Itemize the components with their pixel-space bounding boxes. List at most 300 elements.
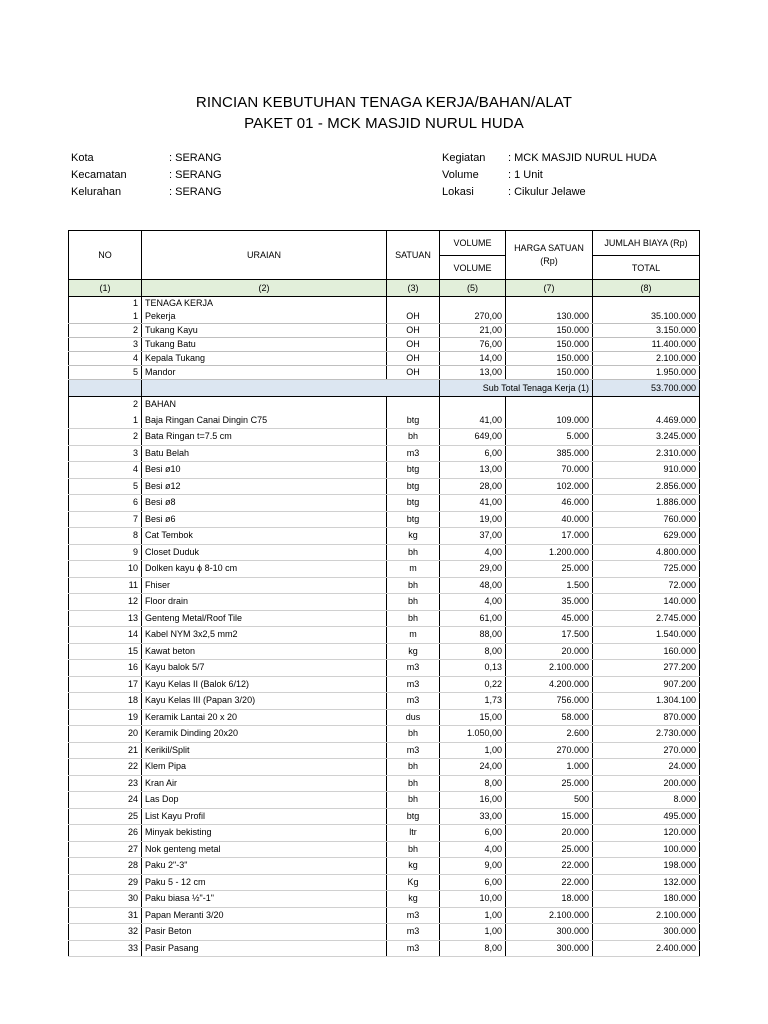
info-row-kecamatan [71,167,222,184]
item-number: 1 [69,310,142,324]
column-number: (8) [593,280,700,297]
item-total: 300.000 [593,924,700,941]
item-description: Floor drain [142,594,387,611]
item-unit: bh [387,429,440,446]
item-volume: 14,00 [440,352,506,366]
item-number: 14 [69,627,142,644]
item-total: 100.000 [593,841,700,858]
item-volume: 649,00 [440,429,506,446]
table-row [69,478,700,495]
item-unit: m3 [387,924,440,941]
item-description: Bata Ringan t=7.5 cm [142,429,387,446]
item-unit-price: 17.500 [506,627,593,644]
item-volume: 1,00 [440,924,506,941]
item-description: Keramik Dinding 20x20 [142,726,387,743]
item-number: 4 [69,462,142,479]
item-description: Kawat beton [142,643,387,660]
item-number: 7 [69,511,142,528]
empty-cell [440,297,506,311]
item-unit: bh [387,726,440,743]
item-volume: 13,00 [440,462,506,479]
item-volume: 48,00 [440,577,506,594]
item-number: 32 [69,924,142,941]
item-total: 2.310.000 [593,445,700,462]
item-description: Papan Meranti 3/20 [142,907,387,924]
item-number: 26 [69,825,142,842]
table-row [69,924,700,941]
project-info [442,150,657,201]
item-volume: 29,00 [440,561,506,578]
item-number: 22 [69,759,142,776]
item-total: 4.469.000 [593,413,700,429]
item-volume: 16,00 [440,792,506,809]
item-description: Paku biasa ½"-1" [142,891,387,908]
table-row [69,676,700,693]
item-unit: btg [387,478,440,495]
item-unit: btg [387,511,440,528]
item-unit: m3 [387,907,440,924]
header-volume-sub: VOLUME [440,256,506,280]
section-number: 1 [69,297,142,311]
item-unit: btg [387,462,440,479]
item-unit-price: 102.000 [506,478,593,495]
item-total: 1.304.100 [593,693,700,710]
item-unit-price: 18.000 [506,891,593,908]
empty-cell [506,297,593,311]
table-row [69,324,700,338]
info-label: Lokasi [442,186,474,198]
item-unit-price: 5.000 [506,429,593,446]
item-unit-price: 385.000 [506,445,593,462]
item-unit: kg [387,858,440,875]
item-number: 3 [69,338,142,352]
item-volume: 13,00 [440,366,506,380]
item-unit-price: 2.600 [506,726,593,743]
item-description: Genteng Metal/Roof Tile [142,610,387,627]
header-no: NO [69,231,142,280]
table-row [69,495,700,512]
item-volume: 19,00 [440,511,506,528]
item-total: 132.000 [593,874,700,891]
item-unit-price: 25.000 [506,561,593,578]
item-description: Pasir Beton [142,924,387,941]
item-number: 13 [69,610,142,627]
item-number: 25 [69,808,142,825]
item-unit: m3 [387,445,440,462]
item-volume: 88,00 [440,627,506,644]
item-total: 725.000 [593,561,700,578]
item-number: 11 [69,577,142,594]
item-volume: 1,00 [440,907,506,924]
empty-cell [69,380,142,397]
table-header-row [69,231,700,256]
header-total: TOTAL [593,256,700,280]
empty-cell [440,397,506,413]
item-number: 17 [69,676,142,693]
table-row [69,544,700,561]
item-unit-price: 35.000 [506,594,593,611]
item-unit-price: 22.000 [506,858,593,875]
item-number: 2 [69,429,142,446]
item-total: 2.400.000 [593,940,700,957]
empty-cell [593,297,700,311]
section-number: 2 [69,397,142,413]
item-number: 18 [69,693,142,710]
item-unit: bh [387,577,440,594]
item-volume: 4,00 [440,544,506,561]
item-volume: 8,00 [440,775,506,792]
column-number: (2) [142,280,387,297]
table-row [69,528,700,545]
item-volume: 33,00 [440,808,506,825]
item-unit-price: 17.000 [506,528,593,545]
table-row [69,808,700,825]
document-title: RINCIAN KEBUTUHAN TENAGA KERJA/BAHAN/ALAT [195,94,573,111]
item-number: 1 [69,413,142,429]
item-unit-price: 45.000 [506,610,593,627]
item-number: 20 [69,726,142,743]
item-number: 6 [69,495,142,512]
item-number: 33 [69,940,142,957]
item-volume: 41,00 [440,413,506,429]
item-unit-price: 4.200.000 [506,676,593,693]
item-number: 8 [69,528,142,545]
info-row-kota [71,150,222,167]
item-unit: bh [387,759,440,776]
item-unit-price: 15.000 [506,808,593,825]
table-row [69,352,700,366]
item-unit-price: 1.000 [506,759,593,776]
item-volume: 6,00 [440,445,506,462]
table-row [69,660,700,677]
item-unit: kg [387,643,440,660]
item-unit: m3 [387,742,440,759]
item-total: 1.540.000 [593,627,700,644]
item-volume: 6,00 [440,825,506,842]
item-unit-price: 1.500 [506,577,593,594]
item-unit-price: 58.000 [506,709,593,726]
item-volume: 1.050,00 [440,726,506,743]
item-number: 23 [69,775,142,792]
item-number: 16 [69,660,142,677]
item-number: 28 [69,858,142,875]
item-volume: 10,00 [440,891,506,908]
item-number: 27 [69,841,142,858]
item-total: 24.000 [593,759,700,776]
item-total: 2.745.000 [593,610,700,627]
item-unit-price: 70.000 [506,462,593,479]
info-value: : 1 Unit [508,169,543,181]
header-harga-satuan: HARGA SATUAN (Rp) [506,231,593,280]
item-volume: 4,00 [440,841,506,858]
item-total: 160.000 [593,643,700,660]
table-row [69,366,700,380]
table-row [69,462,700,479]
item-total: 760.000 [593,511,700,528]
item-unit: btg [387,495,440,512]
item-description: Tukang Kayu [142,324,387,338]
table-row [69,825,700,842]
item-unit: m [387,627,440,644]
item-total: 910.000 [593,462,700,479]
item-total: 277.200 [593,660,700,677]
table-row [69,693,700,710]
header-volume: VOLUME [440,231,506,256]
table-row [69,759,700,776]
item-unit: OH [387,352,440,366]
empty-cell [387,297,440,311]
item-unit: kg [387,528,440,545]
item-volume: 76,00 [440,338,506,352]
info-row-kegiatan [442,150,657,167]
item-description: List Kayu Profil [142,808,387,825]
item-volume: 8,00 [440,940,506,957]
item-unit-price: 2.100.000 [506,660,593,677]
item-number: 5 [69,366,142,380]
item-description: Pekerja [142,310,387,324]
item-description: Kayu balok 5/7 [142,660,387,677]
column-number: (3) [387,280,440,297]
item-number: 19 [69,709,142,726]
item-description: Kerikil/Split [142,742,387,759]
item-total: 870.000 [593,709,700,726]
table-row [69,643,700,660]
item-description: Besi ø6 [142,511,387,528]
item-volume: 21,00 [440,324,506,338]
item-description: Besi ø12 [142,478,387,495]
item-unit: m3 [387,660,440,677]
table-row [69,445,700,462]
item-unit: bh [387,544,440,561]
table-row [69,594,700,611]
info-label: Kelurahan [71,186,122,198]
item-total: 180.000 [593,891,700,908]
item-description: Klem Pipa [142,759,387,776]
item-total: 8.000 [593,792,700,809]
item-description: Besi ø10 [142,462,387,479]
item-number: 3 [69,445,142,462]
item-unit-price: 40.000 [506,511,593,528]
empty-cell [506,397,593,413]
header-satuan: SATUAN [387,231,440,280]
table-row [69,610,700,627]
table-row [69,413,700,429]
item-total: 270.000 [593,742,700,759]
section-name: BAHAN [142,397,387,413]
table-row [69,841,700,858]
item-unit-price: 25.000 [506,841,593,858]
item-unit-price: 20.000 [506,825,593,842]
item-description: Cat Tembok [142,528,387,545]
table-row [69,775,700,792]
item-description: Closet Duduk [142,544,387,561]
item-description: Nok genteng metal [142,841,387,858]
item-volume: 270,00 [440,310,506,324]
item-total: 629.000 [593,528,700,545]
item-description: Fhiser [142,577,387,594]
item-volume: 8,00 [440,643,506,660]
table-row [69,891,700,908]
item-number: 30 [69,891,142,908]
item-unit-price: 130.000 [506,310,593,324]
subtotal-row [69,380,700,397]
item-number: 29 [69,874,142,891]
info-row-volume [442,167,657,184]
item-total: 495.000 [593,808,700,825]
item-total: 1.950.000 [593,366,700,380]
item-volume: 41,00 [440,495,506,512]
item-unit-price: 150.000 [506,352,593,366]
table-row [69,561,700,578]
empty-cell [387,380,440,397]
section-row [69,297,700,311]
item-description: Kran Air [142,775,387,792]
item-description: Kepala Tukang [142,352,387,366]
table-row [69,709,700,726]
table-row [69,627,700,644]
section-row [69,397,700,413]
item-total: 2.100.000 [593,352,700,366]
item-total: 200.000 [593,775,700,792]
table-row [69,874,700,891]
table-body [69,297,700,957]
column-number: (5) [440,280,506,297]
item-unit: m3 [387,693,440,710]
info-row-lokasi [442,184,657,201]
empty-cell [142,380,387,397]
info-row-kelurahan [71,184,222,201]
item-unit-price: 756.000 [506,693,593,710]
item-total: 1.886.000 [593,495,700,512]
item-description: Dolken kayu ϕ 8-10 cm [142,561,387,578]
item-total: 4.800.000 [593,544,700,561]
info-value: : SERANG [169,152,222,164]
table-row [69,940,700,957]
item-unit: dus [387,709,440,726]
item-volume: 6,00 [440,874,506,891]
item-unit-price: 150.000 [506,324,593,338]
item-volume: 28,00 [440,478,506,495]
item-unit-price: 300.000 [506,924,593,941]
item-number: 5 [69,478,142,495]
section-name: TENAGA KERJA [142,297,387,311]
item-unit: btg [387,808,440,825]
item-number: 2 [69,324,142,338]
info-label: Volume [442,169,479,181]
item-unit: bh [387,841,440,858]
item-unit-price: 150.000 [506,338,593,352]
item-volume: 0,22 [440,676,506,693]
item-unit: kg [387,891,440,908]
item-description: Paku 2"-3" [142,858,387,875]
table-row [69,907,700,924]
subtotal-value: 53.700.000 [593,380,700,397]
table-row [69,742,700,759]
header-jumlah-biaya: JUMLAH BIAYA (Rp) [593,231,700,256]
item-total: 72.000 [593,577,700,594]
header-uraian: URAIAN [142,231,387,280]
item-unit: OH [387,324,440,338]
item-description: Tukang Batu [142,338,387,352]
item-unit: bh [387,594,440,611]
item-description: Mandor [142,366,387,380]
item-description: Kayu Kelas III (Papan 3/20) [142,693,387,710]
item-number: 31 [69,907,142,924]
item-description: Minyak bekisting [142,825,387,842]
item-total: 140.000 [593,594,700,611]
item-unit: Kg [387,874,440,891]
item-description: Paku 5 - 12 cm [142,874,387,891]
item-unit-price: 300.000 [506,940,593,957]
item-total: 2.856.000 [593,478,700,495]
item-number: 9 [69,544,142,561]
info-label: Kecamatan [71,169,127,181]
item-unit: bh [387,775,440,792]
item-unit-price: 500 [506,792,593,809]
item-unit: bh [387,792,440,809]
item-unit: OH [387,366,440,380]
item-total: 3.150.000 [593,324,700,338]
table-row [69,577,700,594]
item-unit: btg [387,413,440,429]
table-row [69,429,700,446]
table-row [69,310,700,324]
info-value: : MCK MASJID NURUL HUDA [508,152,657,164]
location-info [71,150,222,201]
item-unit-price: 1.200.000 [506,544,593,561]
table-row [69,338,700,352]
item-volume: 24,00 [440,759,506,776]
cost-breakdown-table [68,230,700,957]
item-description: Baja Ringan Canai Dingin C75 [142,413,387,429]
column-number: (7) [506,280,593,297]
item-unit-price: 25.000 [506,775,593,792]
item-description: Kayu Kelas II (Balok 6/12) [142,676,387,693]
item-unit-price: 2.100.000 [506,907,593,924]
item-total: 11.400.000 [593,338,700,352]
item-number: 4 [69,352,142,366]
item-total: 198.000 [593,858,700,875]
info-label: Kegiatan [442,152,486,164]
item-unit-price: 22.000 [506,874,593,891]
item-description: Pasir Pasang [142,940,387,957]
item-unit: OH [387,310,440,324]
item-volume: 4,00 [440,594,506,611]
item-unit-price: 20.000 [506,643,593,660]
item-unit: m3 [387,676,440,693]
table-row [69,511,700,528]
empty-cell [593,397,700,413]
item-volume: 1,73 [440,693,506,710]
item-volume: 61,00 [440,610,506,627]
item-total: 2.730.000 [593,726,700,743]
item-unit-price: 270.000 [506,742,593,759]
item-total: 2.100.000 [593,907,700,924]
column-number: (1) [69,280,142,297]
column-number-row [69,280,700,297]
item-unit-price: 46.000 [506,495,593,512]
item-total: 120.000 [593,825,700,842]
item-description: Batu Belah [142,445,387,462]
item-volume: 37,00 [440,528,506,545]
info-label: Kota [71,152,94,164]
item-volume: 15,00 [440,709,506,726]
document-subtitle: PAKET 01 - MCK MASJID NURUL HUDA [244,115,524,132]
info-value: : SERANG [169,186,222,198]
item-number: 24 [69,792,142,809]
item-unit: m3 [387,940,440,957]
item-number: 21 [69,742,142,759]
